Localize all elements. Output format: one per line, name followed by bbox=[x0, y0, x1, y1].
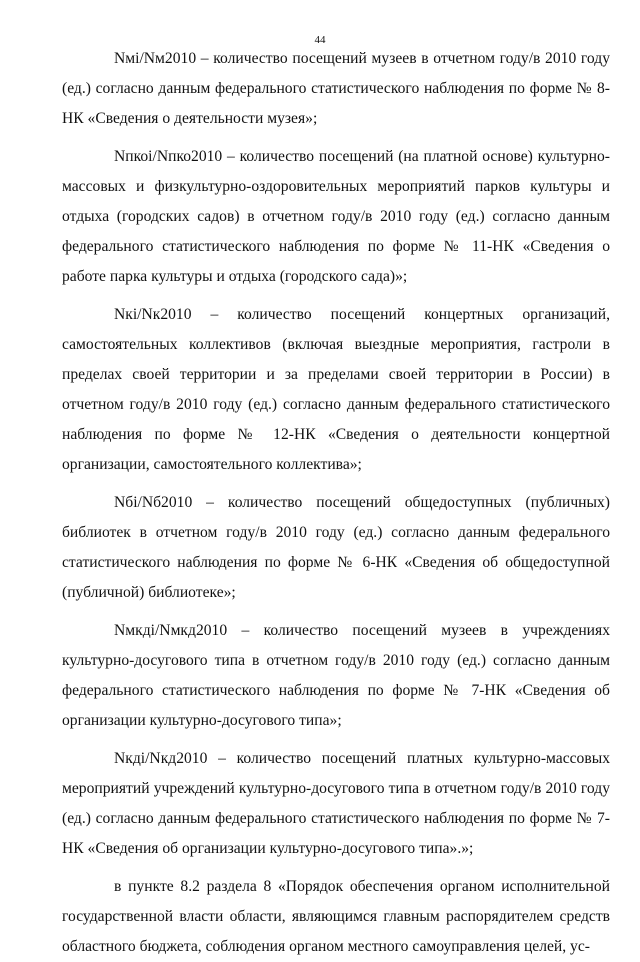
paragraph-section-8-2: в пункте 8.2 раздела 8 «Порядок обеспечения органом исполнительной государственной власти области, являющимся главным распорядителем средств областного бюджета, соблюдения органом местного самоуправления целей, ус- bbox=[62, 878, 610, 955]
paragraph-park-visits: Nпкоi/Nпко2010 – количество посещений (на платной основе) культурно-массовых и физкультурно-оздоровительных мероприятий парков культуры и отдыха (городских садов) в отчетном году/в 2010 году (ед.) согласно данным федерального статистического наблюдения по форме № 11-НК «Сведения о работе парка культуры и отдыха (городского сада)»; bbox=[62, 148, 610, 285]
page-number: 44 bbox=[314, 34, 326, 46]
paragraph-concert-visits: Nкi/Nк2010 – количество посещений концертных организаций, самостоятельных коллективов (включая выездные мероприятия, гастроли в пределах своей территории и за пределами своей территории в России) в отчетном году/в 2010 году (ед.) согласно данным федерального статистического наблюдения по форме № 12-НК «Сведения о деятельности концертной организации, самостоятельного коллектива»; bbox=[62, 306, 610, 473]
paragraph-library-visits: Nбi/Nб2010 – количество посещений общедоступных (публичных) библиотек в отчетном году/в 2010 году (ед.) согласно данным федерального статистического наблюдения по форме № 6-НК «Сведения об общедоступной (публичной) библиотеке»; bbox=[62, 494, 610, 601]
paragraph-paid-events-visits: Nкдi/Nкд2010 – количество посещений платных культурно-массовых мероприятий учреждений культурно-досугового типа в отчетном году/в 2010 году (ед.) согласно данным федерального статистического наблюдения по форме № 7-НК «Сведения об организации культурно-досугового типа».»; bbox=[62, 750, 610, 857]
document-body bbox=[62, 44, 610, 962]
paragraph-cultural-museum-visits: Nмкдi/Nмкд2010 – количество посещений музеев в учреждениях культурно-досугового типа в отчетном году/в 2010 году (ед.) согласно данным федерального статистического наблюдения по форме № 7-НК «Сведения об организации культурно-досугового типа»; bbox=[62, 622, 610, 729]
paragraph-museum-visits: Nмi/Nм2010 – количество посещений музеев в отчетном году/в 2010 году (ед.) согласно данным федерального статистического наблюдения по форме № 8-НК «Сведения о деятельности музея»; bbox=[62, 50, 610, 127]
